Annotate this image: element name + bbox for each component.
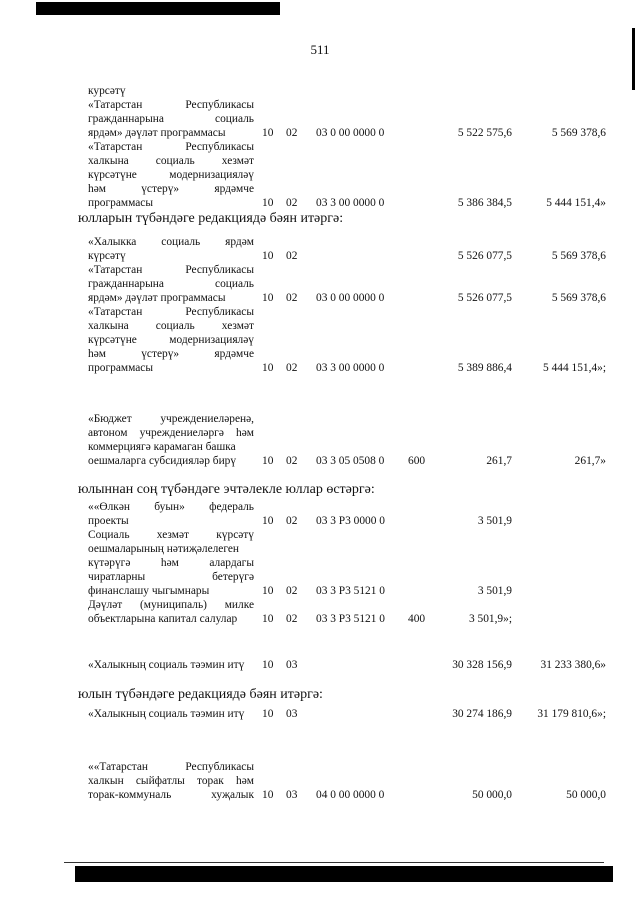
label-line: гражданнарына социаль — [88, 278, 254, 290]
label-line: гражданнарына социаль — [88, 113, 254, 125]
row-label — [88, 658, 254, 672]
label-line: ««Татарстан Республикасы — [88, 761, 254, 773]
label-line: ярдәм» дәүләт программасы — [88, 292, 226, 304]
label-line: күтәрүгә һәм алардагы — [88, 557, 254, 569]
amount-year-1: 5 389 886,4 — [457, 362, 512, 374]
amount-year-2: 5 569 378,6 — [551, 250, 606, 262]
target-article-code: 03 3 Р3 0000 0 — [316, 515, 385, 527]
section-code: 10 — [262, 455, 274, 467]
label-line: автоном учреждениеләргә һәм — [88, 427, 254, 439]
table-row — [0, 707, 640, 721]
label-line: күрсәтү — [88, 250, 126, 262]
label-line: ««Өлкән буын» федераль — [88, 501, 254, 513]
label-line: чиратларны бетерүгә — [88, 571, 254, 583]
label-line: оешмаларга субсидияләр бирү — [88, 455, 237, 467]
label-line: финанслашу чыгымнары — [88, 585, 210, 597]
section-code: 10 — [262, 515, 274, 527]
label-line: күрсәтүне модернизацияләү — [88, 334, 254, 346]
target-article-code: 03 0 00 0000 0 — [316, 127, 385, 139]
section-code: 10 — [262, 250, 274, 262]
row-label — [88, 707, 254, 721]
label-line: күрсәтүне модернизацияләү — [88, 169, 254, 181]
table-row — [0, 658, 640, 672]
section-code: 10 — [262, 613, 274, 625]
row-label — [88, 412, 254, 468]
table-row — [0, 760, 640, 802]
footer-rule — [64, 862, 604, 863]
section-code: 10 — [262, 197, 274, 209]
amount-year-2: 5 569 378,6 — [551, 292, 606, 304]
amount-year-1: 30 274 186,9 — [452, 708, 512, 720]
label-line: Дәүләт (муниципаль) милке — [88, 599, 254, 611]
subsection-code: 02 — [286, 455, 298, 467]
amount-year-1: 5 522 575,6 — [457, 127, 512, 139]
table-row — [0, 598, 640, 626]
label-line: оешмаларының нәтиҗәлелеген — [88, 543, 240, 555]
row-label — [88, 528, 254, 598]
table-row — [0, 263, 640, 305]
amount-year-2: 5 444 151,4» — [546, 197, 606, 209]
subsection-code: 02 — [286, 250, 298, 262]
subsection-code: 02 — [286, 127, 298, 139]
table-row — [0, 500, 640, 528]
label-line: Социаль хезмәт күрсәтү — [88, 529, 254, 541]
row-label — [88, 98, 254, 140]
amount-year-1: 5 386 384,5 — [457, 197, 512, 209]
subsection-code: 02 — [286, 292, 298, 304]
target-article-code: 03 3 Р3 5121 0 — [316, 585, 385, 597]
row-label — [88, 263, 254, 305]
section-code: 10 — [262, 292, 274, 304]
subsection-code: 03 — [286, 789, 298, 801]
section-code: 10 — [262, 708, 274, 720]
instruction-line: юлларын түбәндәге редакциядә бәян итәргә: — [78, 211, 344, 226]
label-line: халкына социаль хезмәт — [88, 155, 254, 167]
label-line: курсәтү — [88, 85, 126, 97]
row-label — [88, 235, 254, 263]
amount-year-1: 3 501,9 — [477, 585, 512, 597]
amount-year-1: 3 501,9 — [477, 515, 512, 527]
label-line: торак-коммуналь хуҗалык — [88, 789, 254, 801]
label-line: халкын сыйфатлы торак һәм — [88, 775, 254, 787]
scan-edge-mark — [632, 28, 635, 90]
amount-year-2: 5 444 151,4»; — [543, 362, 606, 374]
section-code: 10 — [262, 659, 274, 671]
scan-bottom-bar — [75, 866, 613, 882]
amount-year-1: 261,7 — [486, 455, 512, 467]
label-line: объектларына капитал салулар — [88, 613, 238, 625]
target-article-code: 03 3 Р3 5121 0 — [316, 613, 385, 625]
label-line: «Бюджет учреждениеләренә, — [88, 413, 254, 425]
instruction-line: юлыннан соң түбәндәге эчтәлекле юллар өстәргә: — [78, 482, 375, 497]
label-line: «Татарстан Республикасы — [88, 306, 254, 318]
subsection-code: 02 — [286, 585, 298, 597]
amount-year-1: 30 328 156,9 — [452, 659, 512, 671]
table-row — [0, 305, 640, 375]
target-article-code: 03 3 00 0000 0 — [316, 362, 385, 374]
table-row — [0, 528, 640, 598]
expense-type-code: 600 — [408, 455, 426, 467]
table-row — [0, 140, 640, 210]
label-line: «Халыкның социаль тәэмин итү — [88, 659, 245, 671]
row-label — [88, 305, 254, 375]
amount-year-1: 3 501,9»; — [468, 613, 512, 625]
label-line: «Татарстан Республикасы — [88, 264, 254, 276]
table-row — [0, 235, 640, 263]
label-line: программасы — [88, 197, 154, 209]
subsection-code: 02 — [286, 613, 298, 625]
row-label — [88, 140, 254, 210]
label-line: «Халыкка социаль ярдәм — [88, 236, 254, 248]
subsection-code: 02 — [286, 197, 298, 209]
label-line: проекты — [88, 515, 129, 527]
amount-year-2: 31 179 810,6»; — [537, 708, 606, 720]
scan-top-bar — [36, 2, 280, 15]
label-line: һәм үстерү» ярдәмче — [88, 348, 254, 360]
target-article-code: 03 3 05 0508 0 — [316, 455, 385, 467]
label-line: программасы — [88, 362, 154, 374]
subsection-code: 03 — [286, 708, 298, 720]
label-line: халкына социаль хезмәт — [88, 320, 254, 332]
section-code: 10 — [262, 127, 274, 139]
table-row — [0, 98, 640, 140]
amount-year-1: 5 526 077,5 — [457, 292, 512, 304]
amount-year-1: 50 000,0 — [472, 789, 512, 801]
label-line: «Татарстан Республикасы — [88, 141, 254, 153]
subsection-code: 02 — [286, 362, 298, 374]
table-row — [0, 84, 640, 98]
table-row — [0, 412, 640, 468]
amount-year-2: 261,7» — [574, 455, 606, 467]
amount-year-2: 31 233 380,6» — [540, 659, 606, 671]
label-line: ярдәм» дәүләт программасы — [88, 127, 226, 139]
label-line: «Татарстан Республикасы — [88, 99, 254, 111]
instruction-line: юлын түбәндәге редакциядә бәян итәргә: — [78, 687, 323, 702]
subsection-code: 02 — [286, 515, 298, 527]
target-article-code: 03 3 00 0000 0 — [316, 197, 385, 209]
amount-year-1: 5 526 077,5 — [457, 250, 512, 262]
label-line: һәм үстерү» ярдәмче — [88, 183, 254, 195]
page-number: 511 — [310, 42, 330, 57]
target-article-code: 03 0 00 0000 0 — [316, 292, 385, 304]
row-label — [88, 760, 254, 802]
section-code: 10 — [262, 585, 274, 597]
row-label — [88, 84, 254, 98]
row-label — [88, 500, 254, 528]
subsection-code: 03 — [286, 659, 298, 671]
section-code: 10 — [262, 789, 274, 801]
amount-year-2: 50 000,0 — [566, 789, 606, 801]
label-line: «Халыкның социаль тәэмин итү — [88, 708, 245, 720]
target-article-code: 04 0 00 0000 0 — [316, 789, 385, 801]
label-line: коммерциягә карамаган башка — [88, 441, 236, 453]
expense-type-code: 400 — [408, 613, 426, 625]
section-code: 10 — [262, 362, 274, 374]
row-label — [88, 598, 254, 626]
amount-year-2: 5 569 378,6 — [551, 127, 606, 139]
